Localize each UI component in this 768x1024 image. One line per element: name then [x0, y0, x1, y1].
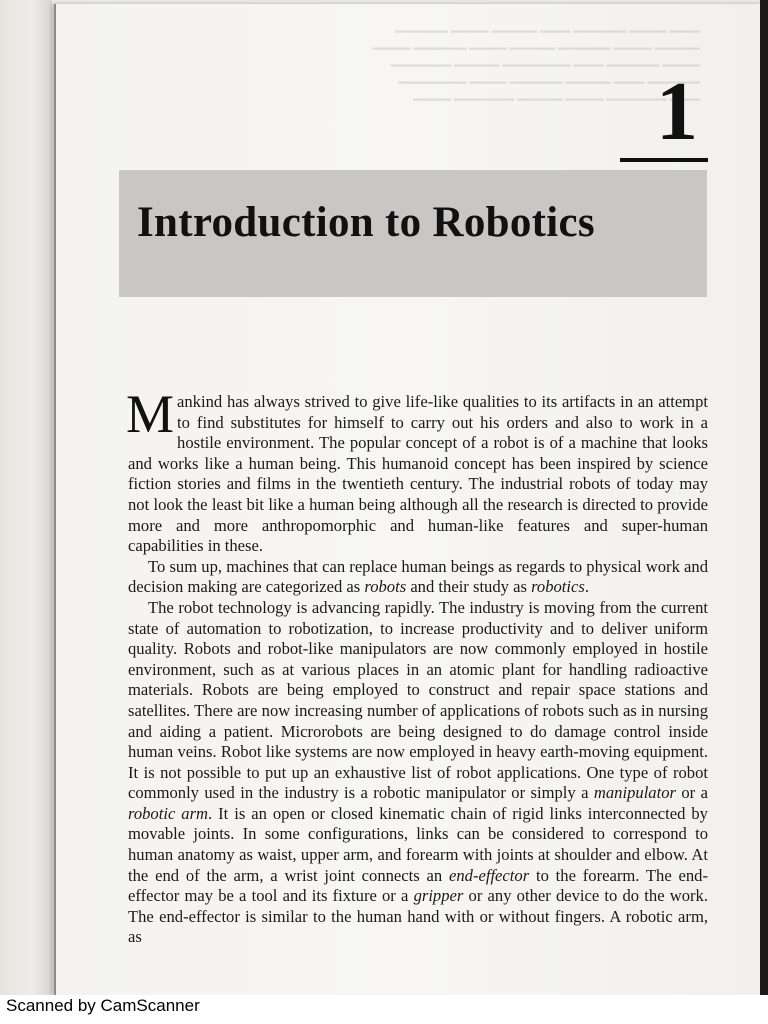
paragraph-text: to the forearm. The end-effector may be a tool and its fixture or a — [128, 865, 708, 906]
term-end-effector: end-effector — [448, 865, 530, 885]
term-robotic-arm: robotic arm — [128, 803, 209, 823]
paragraph-2 — [128, 557, 708, 598]
chapter-body — [126, 384, 708, 948]
term-robotics: robotics — [531, 577, 585, 597]
paragraph-text: . — [584, 577, 590, 597]
chapter-title: Introduction to Robotics — [137, 199, 595, 246]
page-spine — [54, 4, 56, 995]
paragraph-text: and their study as — [406, 577, 532, 597]
paragraph-text: . It is an open or closed kinematic chain of rigid links interconnected by movable joints. In some configurations, links can be considered to correspond to human anatomy as waist, upper arm, and forearm with joints at shoulder and elbow. At the end of the arm, a wrist joint connects an — [128, 803, 708, 885]
paragraph-text: or a — [675, 783, 708, 803]
term-manipulator: manipulator — [593, 783, 676, 803]
chapter-number: 1 — [656, 65, 698, 158]
paragraph-3 — [128, 598, 708, 948]
bleed-through-text: ━━━━ ━━━━━ ━━━━━━━ ━━━━ ━━━━━━ ━━━━━ ━━━━━━━ ━━━━━━ ━━━━━ ━━━━━━━ ━━━━━━ ━━━━━ ━━━━━━━ ━━━━━ ━━━━━ ━━━━━━━ ━━━━ ━━━━━━━━━ ━━━━━━ ━━━━━━━━ ━━━━━━━ ━━━━ ━━━━━━ ━━━━━━━ ━━━━━ ━━━━━━━━━ ━━━━ ━━━━━━━━ ━━━━━ ━━━━━━ ━━━━━━━━ ━━━━━ — [372, 25, 700, 107]
paragraph-1 — [126, 384, 708, 557]
scan-dark-edge — [760, 0, 768, 995]
paragraph-text: The robot technology is advancing rapidly. The industry is moving from the current state of automation to robotization, to increase productivity and to deliver uniform quality. Robots and robot-like manipulators are now commonly employed in hostile environment, such as at various places in an atomic plant for handling radioactive materials. Robots are being employed to construct and repair space stations and satellites. There are now increasing number of applications of robots such as in nursing and aiding a patient. Microrobots are being designed to do damage control inside human veins. Robot like systems are now employed in heavy earth-moving equipment. It is not possible to put up an exhaustive list of robot applications. One type of robot commonly used in the industry is a robotic manipulator or simply a — [128, 597, 708, 803]
chapter-number-rule — [620, 158, 708, 162]
facing-page-edge — [0, 0, 52, 995]
paragraph-text: or any other device to do the work. The end-effector is similar to the human hand with or without fingers. A robotic arm, as — [128, 886, 708, 947]
scanner-watermark: Scanned by CamScanner — [6, 996, 200, 1015]
term-robots: robots — [364, 577, 407, 597]
drop-cap: M — [126, 384, 175, 444]
term-gripper: gripper — [413, 886, 464, 906]
paragraph-text: ankind has always strived to give life-like qualities to its artifacts in an attempt to find substitutes for himself to carry out his orders and also to work in a hostile environment. The popular concept of a robot is of a machine that looks and works like a human being. This humanoid concept has been inspired by science fiction stories and films in the twentieth century. The industrial robots of today may not look the least bit like a human being although all the research is directed to provide more and more anthropomorphic and human-like features and super-human capabilities in these. — [128, 392, 708, 556]
paragraph-text: To sum up, machines that can replace human beings as regards to physical work and decision making are categorized as — [128, 556, 708, 597]
